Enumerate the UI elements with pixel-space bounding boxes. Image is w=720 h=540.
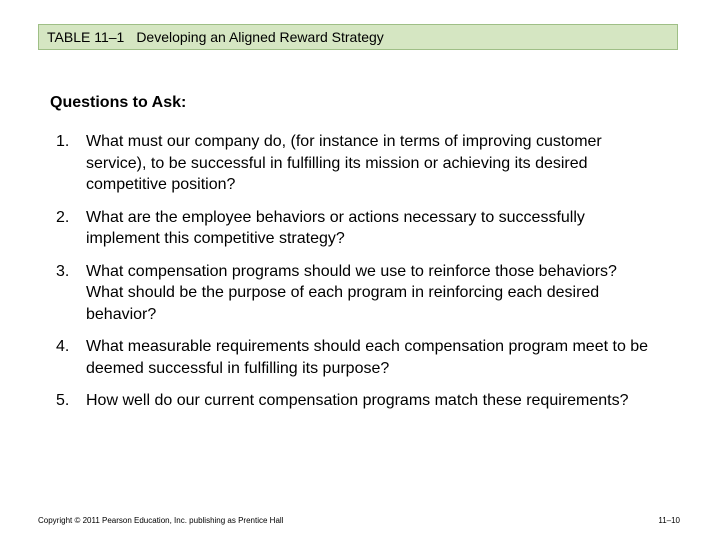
question-number: 3.: [56, 262, 70, 280]
table-header-bar: [38, 24, 678, 50]
question-number: 5.: [56, 392, 70, 409]
question-text: What measurable requirements should each compensation program meet to be deemed successful in fulfilling its purpose?: [86, 338, 649, 377]
question-number: 1.: [56, 133, 70, 150]
question-number: 2.: [56, 208, 70, 226]
page-number: 11–10: [658, 516, 680, 525]
question-text: What must our company do, (for instance in terms of improving customer service), to be successful in fulfilling its mission or achieving its desired competitive position?: [86, 133, 602, 193]
question-item: [56, 131, 656, 196]
copyright-footer: Copyright © 2011 Pearson Education, Inc. publishing as Prentice Hall: [38, 516, 284, 525]
question-item: [56, 261, 656, 326]
question-item: [56, 390, 656, 412]
table-label: TABLE 11–1: [47, 29, 125, 45]
table-title: Developing an Aligned Reward Strategy: [136, 29, 384, 45]
questions-subheading: Questions to Ask:: [50, 94, 187, 111]
question-text: What are the employee behaviors or actions necessary to successfully implement this competitive strategy?: [86, 208, 585, 247]
question-number: 4.: [56, 338, 70, 355]
question-item: [56, 207, 656, 250]
question-list: [56, 131, 656, 423]
question-text: How well do our current compensation programs match these requirements?: [86, 392, 629, 409]
question-item: [56, 336, 656, 379]
question-text: What compensation programs should we use to reinforce those behaviors? What should be the purpose of each program in reinforcing each desired behavior?: [86, 262, 617, 323]
